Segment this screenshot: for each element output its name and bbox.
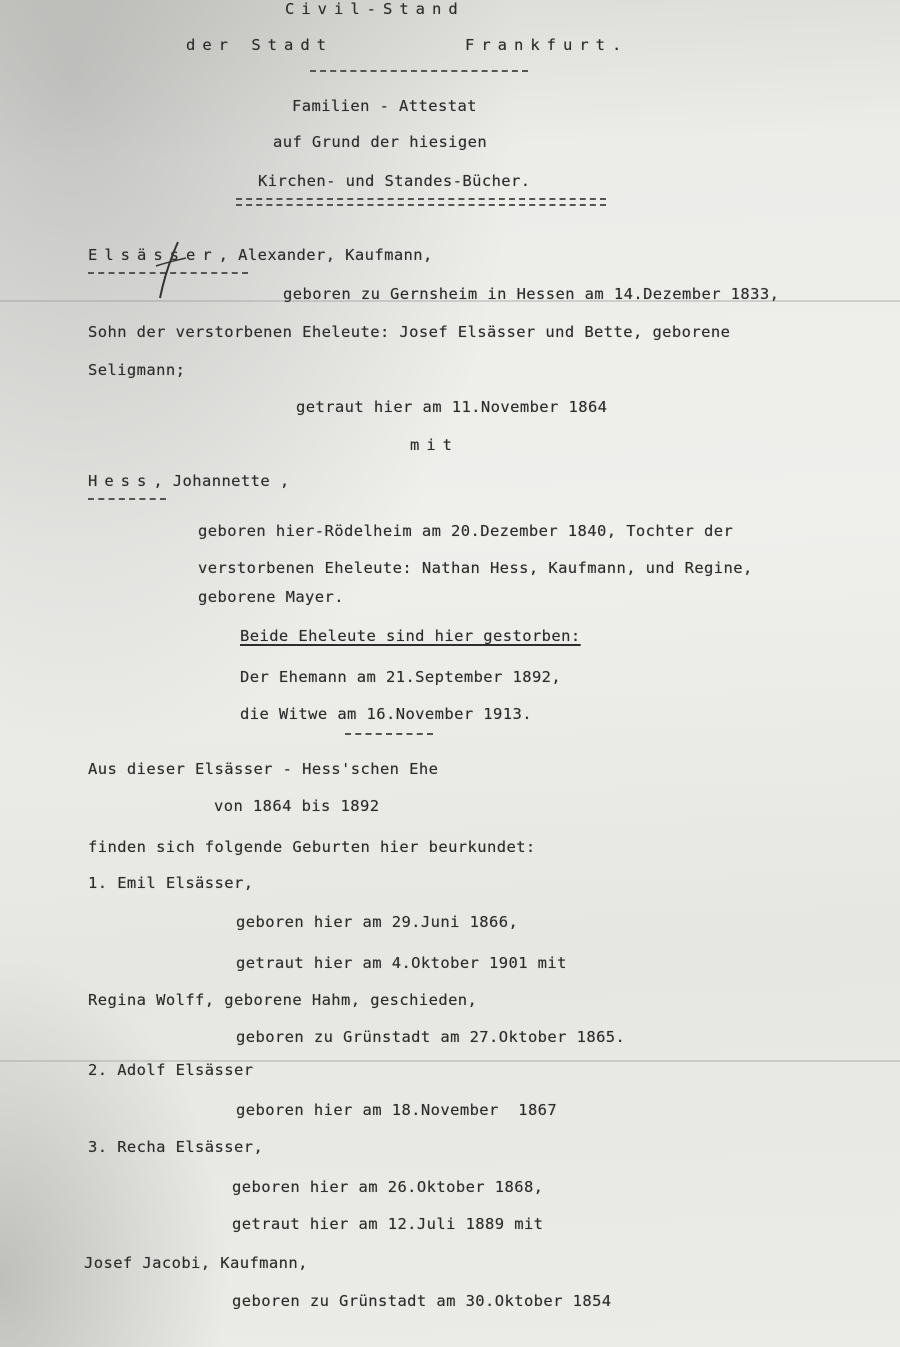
husband-parents-1: Sohn der verstorbenen Eheleute: Josef Elsässer und Bette, geborene [88,323,731,341]
child-3-married: getraut hier am 12.Juli 1889 mit [232,1215,544,1233]
husband-death: Der Ehemann am 21.September 1892, [240,668,562,686]
header-frankfurt: Frankfurt. [465,36,629,54]
child-3-spouse-born: geboren zu Grünstadt am 30.Oktober 1854 [232,1292,612,1310]
wife-parents-1: verstorbenen Eheleute: Nathan Hess, Kaufmann, und Regine, [198,559,753,577]
child-3-born: geboren hier am 26.Oktober 1868, [232,1178,544,1196]
widow-death: die Witwe am 16.November 1913. [240,705,532,723]
husband-parents-2: Seligmann; [88,361,186,379]
husband-name-line [88,246,433,264]
header-der-stadt: der Stadt [186,36,333,54]
wife-name-rule [88,498,166,500]
child-1-married: getraut hier am 4.Oktober 1901 mit [236,954,567,972]
children-intro-3: finden sich folgende Geburten hier beurkundet: [88,838,536,856]
child-1-spouse: Regina Wolff, geborene Hahm, geschieden, [88,991,478,1009]
wife-surname: Hess [88,472,154,490]
header-civil-stand: Civil-Stand [285,0,465,18]
title-auf-grund: auf Grund der hiesigen [273,133,488,151]
wife-birth: geboren hier-Rödelheim am 20.Dezember 1840, Tochter der [198,522,734,540]
child-1-name: 1. Emil Elsässer, [88,874,254,892]
children-intro-1: Aus dieser Elsässer - Hess'schen Ehe [88,760,439,778]
child-2-born: geboren hier am 18.November 1867 [236,1101,558,1119]
wife-parents-2: geborene Mayer. [198,588,344,606]
header-rule [310,70,528,72]
children-intro-2: von 1864 bis 1892 [214,797,380,815]
child-1-spouse-born: geboren zu Grünstadt am 27.Oktober 1865. [236,1028,626,1046]
wife-given: , Johannette , [153,472,290,490]
husband-given: , Alexander, Kaufmann, [218,246,433,264]
pen-correction-mark [150,240,190,300]
child-3-spouse: Josef Jacobi, Kaufmann, [84,1254,308,1272]
wife-name-line [88,472,290,490]
title-kirchen-buecher: Kirchen- und Standes-Bücher. [258,172,531,190]
child-2-name: 2. Adolf Elsässer [88,1061,254,1079]
title-rule [236,198,606,200]
title-familien-attestat: Familien - Attestat [292,97,477,115]
marriage-date: getraut hier am 11.November 1864 [296,398,608,416]
husband-birth: geboren zu Gernsheim in Hessen am 14.Dezember 1833, [283,285,780,303]
husband-surname: Elsässer [88,246,219,264]
deaths-rule [345,733,433,735]
child-1-born: geboren hier am 29.Juni 1866, [236,913,519,931]
deaths-heading: Beide Eheleute sind hier gestorben: [240,627,581,645]
child-3-name: 3. Recha Elsässer, [88,1138,264,1156]
title-rule-2 [236,204,606,206]
mit-label: mit [410,436,459,454]
